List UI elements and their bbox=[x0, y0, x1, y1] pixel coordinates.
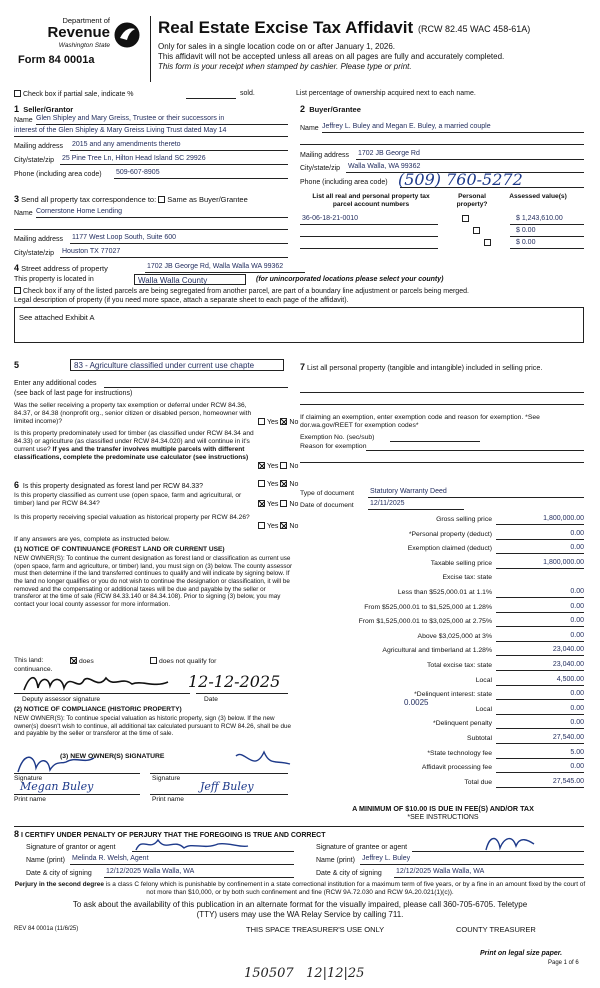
tax-row-underline bbox=[496, 714, 584, 715]
s4-heading: 4 Street address of property bbox=[14, 263, 108, 273]
tax-row-value[interactable]: 0.00 bbox=[570, 763, 584, 771]
print-label-1: Print name bbox=[14, 796, 46, 803]
form-title: Real Estate Excise Tax Affidavit bbox=[158, 18, 414, 37]
tax-row-underline bbox=[496, 597, 584, 598]
s2-csz-label: City/state/zip bbox=[300, 165, 341, 172]
s6-q3-answer: Yes No bbox=[258, 522, 298, 531]
seller-name-line2[interactable]: interest of the Glen Shipley & Mary Greiss Living Trust dated May 14 bbox=[14, 127, 227, 134]
header-line2: This affidavit will not be accepted unless all areas on all pages are fully and accurately completed. bbox=[158, 52, 505, 61]
grantee-date-city-label: Date & city of signing bbox=[316, 870, 382, 877]
grantor-print-name[interactable]: Melinda R. Welsh, Agent bbox=[72, 855, 149, 862]
tax-row-label: *State technology fee bbox=[427, 749, 492, 757]
boundary-row: Check box if any of the listed parcels are being segregated from another parcel, are part of a boundary line adjustment or parcels being merged. bbox=[14, 287, 469, 296]
s2-name-label: Name bbox=[300, 125, 319, 132]
additional-codes-label: Enter any additional codes bbox=[14, 380, 97, 387]
s1-heading: 1 Seller/Grantor bbox=[14, 104, 74, 114]
s5-q2-no[interactable] bbox=[280, 462, 287, 469]
tax-row-underline bbox=[496, 685, 584, 686]
document-type[interactable]: Statutory Warranty Deed bbox=[370, 488, 447, 495]
minimum-due-note: A MINIMUM OF $10.00 IS DUE IN FEE(S) AND/OR TAX bbox=[352, 804, 534, 813]
grantor-date-city-label: Date & city of signing bbox=[26, 870, 92, 877]
tax-row-underline bbox=[496, 539, 584, 540]
tax-row-underline bbox=[496, 758, 584, 759]
tax-row-label: Less than $525,000.01 at 1.1% bbox=[397, 589, 492, 596]
boundary-checkbox[interactable] bbox=[14, 287, 21, 294]
s6-q2: Is this property classified as current use (open space, farm and agricultural, or timber) land per RCW 84.34? bbox=[14, 492, 242, 507]
exemption-note: If claiming an exemption, enter exemption code and reason for exemption. *See dor.wa.gov/REET for exemption codes* bbox=[300, 414, 540, 430]
does-not-option: does not qualify for bbox=[150, 657, 216, 666]
document-date[interactable]: 12/11/2025 bbox=[370, 500, 405, 507]
tax-row-label: *Delinquent penalty bbox=[433, 720, 492, 728]
personal-property-checkbox-3[interactable] bbox=[484, 239, 491, 246]
tax-row-label: *Personal property (deduct) bbox=[408, 530, 492, 538]
tax-row-label: Gross selling price bbox=[436, 516, 492, 523]
does-checkbox[interactable] bbox=[70, 657, 77, 664]
s5-q1-no[interactable] bbox=[280, 418, 287, 425]
s5-q2-yes[interactable] bbox=[258, 462, 265, 469]
handwritten-receipt-number: 150507 12|12|25 bbox=[244, 966, 365, 981]
legal-description-field[interactable]: See attached Exhibit A bbox=[14, 307, 584, 343]
tax-row-value[interactable]: 0.00 bbox=[570, 617, 584, 625]
tax-row-value[interactable]: 0.00 bbox=[570, 704, 584, 712]
grantor-date-city[interactable]: 12/12/2025 Walla Walla, WA bbox=[106, 868, 195, 875]
assessed-value-1[interactable]: $ 1,243,610.00 bbox=[516, 215, 563, 222]
tax-row-label: Excise tax: state bbox=[442, 574, 492, 582]
continuance-title: (1) NOTICE OF CONTINUANCE (FOREST LAND OR CURRENT USE) bbox=[14, 546, 225, 553]
legal-size-note: Print on legal size paper. bbox=[480, 950, 563, 957]
personal-property-checkbox-2[interactable] bbox=[473, 227, 480, 234]
grantor-sig-label: Signature of grantor or agent bbox=[26, 844, 116, 851]
tax-row-underline bbox=[496, 612, 584, 613]
grantor-name-label: Name (print) bbox=[26, 857, 65, 864]
continuance-body: NEW OWNER(S): To continue the current designation as forest land or classification as current use (open space, farm and agriculture, or timber) land, you must sign on (3) below. The county assessor must then determine if the land transferred continues to qualify and will indicate by signing below. If the land no longer qualifies or you do not wish to continue the designation or classification, it will be removed and the compensating or additional taxes will be due and payable by the seller or transferor at the time of sale (RCW 84.33.140 or 84.34.108). Prior to signing (3) below, you may contact your local county assessor for more information. bbox=[14, 555, 293, 609]
tax-row-label: Local bbox=[475, 676, 492, 684]
s1-phone-label: Phone (including area code) bbox=[14, 171, 102, 178]
accessibility-line2: (TTY) users may use the WA Relay Service by calling 711. bbox=[196, 910, 404, 919]
tax-row-underline bbox=[496, 626, 584, 627]
exemption-reason-label: Reason for exemption bbox=[300, 443, 367, 450]
print-name-2: Jeff Buley bbox=[200, 780, 254, 793]
tax-row-label: From $525,000.01 to $1,525,000 at 1.28% bbox=[364, 603, 492, 611]
tax-row-label: *Delinquent interest: state bbox=[414, 691, 492, 699]
logo-state: Washington State bbox=[58, 42, 110, 49]
wa-state-logo-icon bbox=[114, 22, 140, 48]
tax-row-value[interactable]: 1,800,000.00 bbox=[543, 558, 584, 566]
partial-percent-line[interactable] bbox=[186, 98, 236, 99]
header-line3: This form is your receipt when stamped by cashier. Please type or print. bbox=[158, 62, 412, 71]
tax-row-value[interactable]: 0.00 bbox=[570, 631, 584, 639]
parcel-header: List all real and personal property tax parcel account numbers bbox=[312, 193, 430, 208]
perjury-notice: Perjury in the second degree is a class C felony which is punishable by confinement in a state correctional institution for a maximum term of five years, or by a fine in an amount fixed by the court of not more than $10,000, or by both such confinement and fine (RCW 9A.72.030 and RCW 9A.20.021(1)(c)). bbox=[14, 881, 586, 897]
tax-row-label: Total due bbox=[464, 778, 492, 786]
tax-row-underline bbox=[496, 670, 584, 671]
tax-row-label: Subtotal bbox=[467, 735, 492, 742]
assessed-value-2[interactable]: $ 0.00 bbox=[516, 227, 536, 234]
print-label-2: Print name bbox=[152, 796, 184, 803]
local-tax-rate: 0.0025 bbox=[404, 698, 429, 707]
exemption-reason-field[interactable] bbox=[366, 450, 584, 451]
sig-label-1: Signature bbox=[14, 775, 43, 782]
grantee-print-name[interactable]: Jeffrey L. Buley bbox=[362, 855, 411, 862]
s1-mail-label: Mailing address bbox=[14, 143, 64, 150]
buyer-mailing-address[interactable]: 1702 JB George Rd bbox=[358, 150, 420, 157]
s3-heading: 3 Send all property tax correspondence to: Same as Buyer/Grantee bbox=[14, 194, 248, 204]
buyer-city-state-zip[interactable]: Walla Walla, WA 99362 bbox=[348, 163, 421, 170]
s6-q2-yes[interactable] bbox=[258, 500, 265, 507]
tax-row-label: Affidavit processing fee bbox=[421, 764, 492, 772]
tax-row-label: Above $3,025,000 at 3% bbox=[417, 632, 492, 640]
tax-row-value[interactable]: 4,500.00 bbox=[556, 675, 584, 683]
property-street-address[interactable]: 1702 JB George Rd, Walla Walla WA 99362 bbox=[147, 263, 284, 270]
tax-row-value[interactable]: 0.00 bbox=[570, 544, 584, 552]
assessor-date-label: Date bbox=[204, 696, 218, 703]
s5-q2-answer: Yes No bbox=[258, 462, 298, 471]
ownership-note: List percentage of ownership acquired next to each name. bbox=[296, 90, 476, 97]
county-select[interactable]: Walla Walla County bbox=[134, 274, 246, 285]
tax-row-value[interactable]: 0.00 bbox=[570, 602, 584, 610]
logo-agency: Revenue bbox=[47, 24, 110, 41]
tax-row-value[interactable]: 23,040.00 bbox=[552, 646, 584, 654]
tax-row-value[interactable]: 0.00 bbox=[570, 690, 584, 698]
seller-mailing-address[interactable]: 2015 and any amendments thereto bbox=[72, 141, 181, 148]
revision-code: REV 84 0001a (11/6/25) bbox=[14, 926, 79, 932]
s5-q1: Was the seller receiving a property tax exemption or deferral under RCW 84.36, 84.37, or 84.38 (nonprofit org., senior citizen or disabled person, homeowner with limited income)? bbox=[14, 402, 252, 425]
s6-q3-yes[interactable] bbox=[258, 522, 265, 529]
tax-row-label: Agricultural and timberland at 1.28% bbox=[382, 647, 492, 655]
s6-q1: 6 Is this property designated as forest land per RCW 84.33? bbox=[14, 480, 204, 490]
partial-sale-checkbox[interactable] bbox=[14, 90, 21, 97]
tax-row-value[interactable]: 23,040.00 bbox=[552, 661, 584, 668]
taxpayer-mailing-address[interactable]: 1177 West Loop South, Suite 600 bbox=[72, 234, 177, 241]
accessibility-line1: To ask about the availability of this publication in an alternate format for the visually impaired, please call 360-705-6705. Teletype bbox=[72, 900, 528, 909]
tax-row-underline bbox=[496, 772, 584, 773]
s3-csz-label: City/state/zip bbox=[14, 250, 55, 257]
sig-label-2: Signature bbox=[152, 775, 181, 782]
s2-heading: 2 Buyer/Grantee bbox=[300, 104, 361, 114]
tax-row-underline bbox=[496, 699, 584, 700]
additional-codes-note: (see back of last page for instructions) bbox=[14, 390, 133, 397]
tax-row-label: Local bbox=[475, 705, 492, 713]
tax-row-label: Total excise tax: state bbox=[427, 662, 492, 669]
deputy-assessor-label: Deputy assessor signature bbox=[22, 696, 101, 703]
see-instructions: *SEE INSTRUCTIONS bbox=[407, 814, 479, 821]
exemption-number-label: Exemption No. (sec/sub) bbox=[300, 434, 375, 441]
s7-heading: 7 List all personal property (tangible and intangible) included in selling price. bbox=[300, 362, 543, 372]
print-name-1: Megan Buley bbox=[20, 780, 94, 793]
new-owner-sig-title: (3) NEW OWNER(S) SIGNATURE bbox=[60, 753, 165, 760]
unincorporated-note: (for unincorporated locations please select your county) bbox=[256, 276, 444, 283]
s2-phone-label: Phone (including area code) bbox=[300, 179, 388, 186]
header-divider bbox=[150, 16, 151, 82]
s6-q1-answer: Yes No bbox=[258, 480, 298, 489]
county-treasurer-label: COUNTY TREASURER bbox=[456, 925, 536, 934]
seller-phone[interactable]: 509-607-8905 bbox=[116, 169, 160, 176]
s8-heading: 8 I CERTIFY UNDER PENALTY OF PERJURY THAT THE FOREGOING IS TRUE AND CORRECT bbox=[14, 829, 326, 839]
tax-row-underline bbox=[496, 728, 584, 729]
tax-row-value[interactable]: 0.00 bbox=[570, 719, 584, 727]
grantee-name-label: Name (print) bbox=[316, 857, 355, 864]
tax-row-underline bbox=[496, 641, 584, 642]
compliance-body: NEW OWNER(S): To continue special valuation as historic property, sign (3) below. If the new owner(s) doesn't wish to continue, all additional tax calculated pursuant to RCW 84.26, shall be due and payable by the seller or transferor at the time of sale. bbox=[14, 715, 292, 738]
grantee-sig-label: Signature of grantee or agent bbox=[316, 844, 408, 851]
personal-property-checkbox-1[interactable] bbox=[462, 215, 469, 222]
personal-property-header: Personal property? bbox=[456, 193, 488, 208]
form-citation: (RCW 82.45 WAC 458-61A) bbox=[418, 24, 531, 34]
assessed-value-3[interactable]: $ 0.00 bbox=[516, 239, 536, 246]
s2-mail-label: Mailing address bbox=[300, 152, 350, 159]
seller-city-state-zip[interactable]: 25 Pine Tree Ln, Hilton Head Island SC 29926 bbox=[62, 155, 206, 162]
does-option: does bbox=[70, 657, 94, 666]
exemption-number-field[interactable] bbox=[390, 441, 480, 442]
tax-row-underline bbox=[496, 743, 584, 744]
same-as-buyer-checkbox[interactable] bbox=[158, 196, 165, 203]
land-use-code-select[interactable]: 83 - Agriculture classified under current use chapte bbox=[70, 359, 284, 371]
doc-type-label: Type of document bbox=[300, 490, 355, 497]
s6-q3: Is this property receiving special valuation as historical property per RCW 84.26? bbox=[14, 514, 250, 521]
tax-row-label: From $1,525,000.01 to $3,025,000 at 2.75% bbox=[358, 618, 492, 626]
dor-logo bbox=[14, 14, 152, 84]
tax-row-underline bbox=[496, 568, 584, 569]
tax-row-underline bbox=[496, 655, 584, 656]
treasurer-use-label: THIS SPACE TREASURER'S USE ONLY bbox=[246, 925, 385, 934]
assessor-date: 12-12-2025 bbox=[188, 672, 281, 691]
assessed-value-header: Assessed value(s) bbox=[509, 193, 567, 200]
partial-sold-label: sold. bbox=[240, 90, 255, 97]
tax-row-underline bbox=[496, 553, 584, 554]
tax-row-value[interactable]: 1,800,000.00 bbox=[543, 515, 584, 522]
compliance-title: (2) NOTICE OF COMPLIANCE (HISTORIC PROPERTY) bbox=[14, 706, 182, 713]
s6-q2-no[interactable] bbox=[280, 500, 287, 507]
page-number: Page 1 of 6 bbox=[548, 960, 579, 966]
s5-q1-yes[interactable] bbox=[258, 418, 265, 425]
continuance-word: continuance. bbox=[14, 666, 53, 673]
s3-name-label: Name bbox=[14, 210, 33, 217]
tax-row-label: Exemption claimed (deduct) bbox=[407, 545, 492, 553]
partial-sale-row bbox=[14, 90, 134, 99]
s5-q2: Is this property predominately used for timber (as classified under RCW 84.34 and 84.33) or agriculture (as classified under RCW 84.34.020) and will continue in it's current use? If yes and the transfer involves multiple parcels with different classifications, complete the predominate use calculator (see instructions) bbox=[14, 430, 254, 461]
parcel-number-1[interactable]: 36-06-18-21-0010 bbox=[302, 215, 359, 222]
s6-q2-answer: Yes No bbox=[258, 500, 298, 509]
header-line1: Only for sales in a single location code on or after January 1, 2026. bbox=[158, 42, 396, 51]
s3-mail-label: Mailing address bbox=[14, 236, 64, 243]
buyer-phone[interactable]: (509) 760-5272 bbox=[398, 170, 523, 189]
tax-row-value[interactable]: 27,545.00 bbox=[552, 777, 584, 785]
s8-divider bbox=[14, 826, 584, 827]
tax-row-underline bbox=[496, 787, 584, 788]
s6-note: If any answers are yes, complete as instructed below. bbox=[14, 536, 171, 543]
tax-row-value[interactable]: 0.00 bbox=[570, 588, 584, 595]
s5-number: 5 bbox=[14, 360, 20, 370]
buyer-name[interactable]: Jeffrey L. Buley and Megan E. Buley, a married couple bbox=[322, 123, 491, 130]
s6-q1-no[interactable] bbox=[280, 480, 287, 487]
seller-name-line1[interactable]: Glen Shipley and Mary Greiss, Trustee or their successors in bbox=[36, 115, 225, 122]
partial-sale-label: Check box if partial sale, indicate % bbox=[23, 91, 134, 98]
tax-row-value[interactable]: 27,540.00 bbox=[552, 734, 584, 741]
legal-description-label: Legal description of property (if you need more space, attach a separate sheet to each page of the affidavit). bbox=[14, 297, 349, 304]
s1-csz-label: City/state/zip bbox=[14, 157, 55, 164]
doc-date-label: Date of document bbox=[300, 502, 354, 509]
land-label: This land: bbox=[14, 657, 44, 664]
tax-row-label: Taxable selling price bbox=[430, 559, 492, 567]
grantee-date-city[interactable]: 12/12/2025 Walla Walla, WA bbox=[396, 868, 485, 875]
logo-dept: Department of bbox=[62, 16, 110, 25]
tax-row-value[interactable]: 5.00 bbox=[570, 748, 584, 756]
form-number: Form 84 0001a bbox=[18, 54, 95, 66]
additional-codes-field[interactable] bbox=[104, 387, 288, 388]
s1-name-label: Name bbox=[14, 117, 33, 124]
s6-q3-no[interactable] bbox=[280, 522, 287, 529]
s5-q1-answer: Yes No bbox=[258, 418, 298, 427]
taxpayer-city-state-zip[interactable]: Houston TX 77027 bbox=[62, 248, 121, 255]
does-not-checkbox[interactable] bbox=[150, 657, 157, 664]
tax-row-underline bbox=[496, 524, 584, 525]
taxpayer-name[interactable]: Cornerstone Home Lending bbox=[36, 208, 122, 215]
tax-row-value[interactable]: 0.00 bbox=[570, 529, 584, 537]
s6-q1-yes[interactable] bbox=[258, 480, 265, 487]
s4-located-label: This property is located in bbox=[14, 276, 94, 283]
